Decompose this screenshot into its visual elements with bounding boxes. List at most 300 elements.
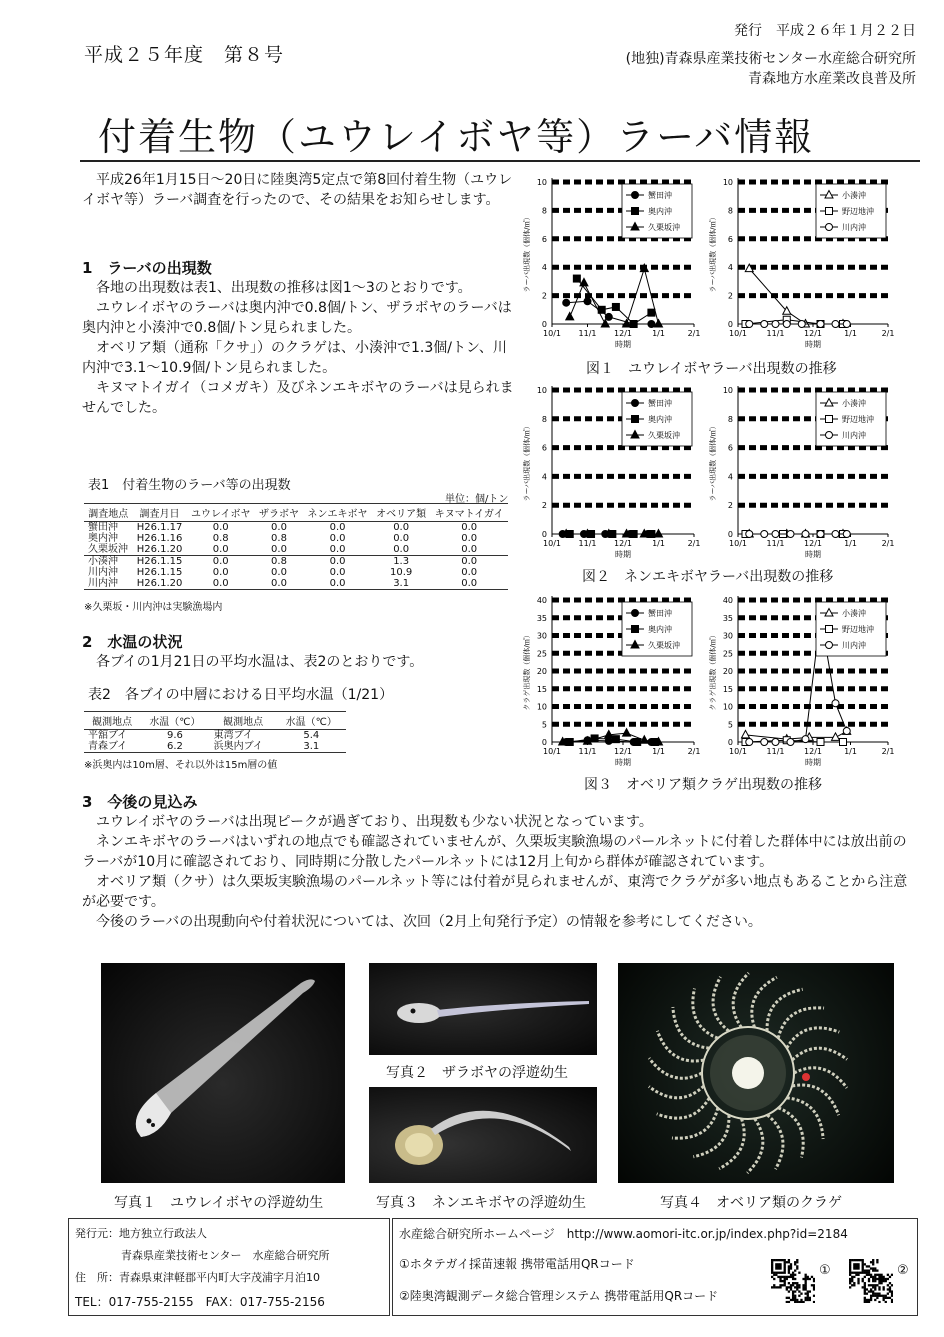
x-tick-label: 1/1 [844,539,857,548]
qr-module [807,1293,809,1295]
qr-module [805,1297,807,1299]
x-axis-label: 時期 [805,340,821,349]
qr-module [805,1274,807,1276]
page-title: 付着生物（ユウレイボヤ等）ラーバ情報 [98,115,815,159]
qr-module [889,1290,891,1292]
tentacle [794,1068,847,1088]
qr-module [813,1295,815,1297]
qr-module [813,1284,815,1286]
y-axis-label: ラーバ出現数（個体/㎥） [523,213,531,293]
x-axis-label: 時期 [615,340,631,349]
qr-module [798,1301,800,1303]
intro: 平成26年1月15日～20日に陸奥湾5定点で第8回付着生物（ユウレイボヤ等）ラーバ調査を行ったので、その結果をお知らせします。 [82,172,513,208]
qr-module [853,1263,855,1265]
qr-module [811,1276,813,1278]
phone-fax: TEL：017-755-2155 FAX：017-755-2156 [75,1295,325,1309]
data-point [761,739,768,746]
qr-module [862,1272,864,1274]
qr-module [794,1278,796,1280]
data-point [787,531,794,538]
qr-module [857,1280,859,1282]
qr-module [870,1284,872,1286]
tentacle [752,977,777,1027]
table1-title: 表1 付着生物のラーバ等の出現数 [88,478,291,493]
qr-module [891,1284,893,1286]
qr-module [872,1286,874,1288]
legend-label: 久栗坂沖 [648,641,680,650]
qr-module [872,1290,874,1292]
qr-module [870,1288,872,1290]
qr-module [788,1265,790,1267]
qr-module [794,1297,796,1299]
tentacle [747,1119,763,1173]
qr-module [777,1272,779,1274]
qr-module [849,1263,851,1265]
homepage-link[interactable]: 水産総合研究所ホームページ http://www.aomori-itc.or.jp/index.php?id=2184 [399,1227,848,1241]
qr-module [790,1284,792,1286]
photo-2 [369,963,597,1055]
data-point [817,531,824,538]
qr-module [775,1263,777,1265]
qr-module [885,1278,887,1280]
qr-module [773,1274,775,1276]
data-point [655,530,663,538]
qr-module [784,1259,786,1261]
qr-module [853,1267,855,1269]
address: 住 所：青森県東津軽郡平内町大字茂浦字月泊10 [75,1271,320,1284]
x-tick-label: 12/1 [614,747,632,756]
data-point [632,192,639,199]
data-point [826,642,833,649]
tentacle [657,1098,710,1118]
qr-module [864,1276,866,1278]
qr-module [889,1297,891,1299]
qr-module [857,1263,859,1265]
qr-module [796,1288,798,1290]
qr-module [853,1265,855,1267]
chart-fig3-right [706,588,902,768]
publisher-label: 発行元：地方独立行政法人 [75,1227,207,1240]
qr-module [878,1280,880,1282]
y-tick-label: 15 [536,684,547,694]
qr-module [849,1265,851,1267]
qr-module [868,1278,870,1280]
qr-module [862,1280,864,1282]
photo-1 [101,963,345,1183]
qr-module [868,1301,870,1303]
qr-module [878,1288,880,1290]
tentacle [649,1058,702,1078]
y-tick-label: 10 [536,178,547,187]
y-tick-label: 30 [536,631,547,641]
qr-module [857,1278,859,1280]
qr-module [891,1274,893,1276]
qr-code-icon[interactable] [849,1259,893,1303]
qr-module [796,1267,798,1269]
y-tick-label: 6 [541,443,547,453]
qr-module [887,1274,889,1276]
qr-module [771,1267,773,1269]
y-tick-label: 0 [541,320,547,329]
qr-module [862,1261,864,1263]
qr-module [878,1274,880,1276]
qr-module [781,1276,783,1278]
qr-module [784,1261,786,1263]
y-tick-label: 0 [727,738,733,747]
publish-date: 発行 平成２６年１月２２日 [734,23,916,39]
qr-module [868,1280,870,1282]
x-tick-label: 10/1 [729,329,747,338]
x-tick-label: 2/1 [881,747,895,756]
larva-image [369,963,597,1055]
y-tick-label: 8 [727,206,733,216]
legend-label: 野辺地沖 [842,207,874,216]
qr-module [851,1284,853,1286]
qr-module [880,1282,882,1284]
data-point [798,321,805,328]
legend-label: 奥内沖 [648,415,672,424]
y-axis-label: ラーバ出現数（個体/㎥） [523,422,531,502]
data-point [584,298,591,305]
qr-module [813,1301,815,1303]
qr-module [857,1282,859,1284]
qr-module [857,1259,859,1261]
qr-module [874,1288,876,1290]
table-row: 平舘ブイ 9.6 東湾ブイ 5.4 [88,730,320,741]
y-tick-label: 40 [536,596,547,605]
photo-4 [618,963,894,1183]
y-tick-label: 5 [727,720,733,730]
qr-module [771,1286,773,1288]
qr-module [788,1290,790,1292]
y-tick-label: 20 [536,667,547,676]
qr-module [876,1274,878,1276]
qr-module [779,1259,781,1261]
data-point [632,400,639,407]
qr-module [885,1280,887,1282]
qr-module [796,1282,798,1284]
qr-module [784,1263,786,1265]
data-point [817,321,824,328]
data-point [612,736,619,743]
qr-module [790,1286,792,1288]
legend-label: 小湊沖 [842,399,866,408]
x-tick-label: 12/1 [804,747,822,756]
qr-module [872,1263,874,1265]
qr-module [786,1261,788,1263]
qr-code-icon[interactable] [771,1259,815,1303]
data-point [826,416,833,423]
table1 [84,503,508,590]
qr-module [874,1278,876,1280]
qr-module [794,1269,796,1271]
data-point [566,312,574,320]
qr-module [794,1261,796,1263]
qr-module [849,1261,851,1263]
qr-module [853,1284,855,1286]
legend-label: 蟹田沖 [648,191,672,200]
x-tick-label: 10/1 [543,539,561,548]
x-tick-label: 10/1 [729,539,747,548]
qr-module [807,1276,809,1278]
data-point [573,275,580,282]
qr-2-mark: ② [897,1263,909,1278]
qr-module [849,1269,851,1271]
qr-module [792,1299,794,1301]
data-point [648,309,655,316]
legend-label: 小湊沖 [842,191,866,200]
qr-module [796,1259,798,1261]
x-tick-label: 1/1 [652,747,665,756]
x-tick-label: 2/1 [687,539,701,548]
qr-module [809,1297,811,1299]
qr-module [777,1286,779,1288]
y-tick-label: 10 [722,178,733,187]
qr-module [807,1299,809,1301]
qr-module [887,1293,889,1295]
qr-module [855,1265,857,1267]
qr-module [870,1290,872,1292]
data-point [826,432,833,439]
y-tick-label: 15 [722,684,733,694]
tentacle [767,1115,783,1169]
qr-module [788,1272,790,1274]
x-tick-label: 2/1 [687,329,701,338]
qr-module [862,1259,864,1261]
qr-module [798,1284,800,1286]
legend-label: 久栗坂沖 [648,223,680,232]
table2-title: 表2 各ブイの中層における日平均水温（1/21） [88,687,394,703]
x-tick-label: 10/1 [543,329,561,338]
x-tick-label: 2/1 [881,539,895,548]
qr-module [784,1282,786,1284]
qr-module [862,1263,864,1265]
qr-module [855,1272,857,1274]
qr-module [775,1274,777,1276]
chart-fig2-right [706,378,902,560]
qr-module [870,1299,872,1301]
qr-module [792,1284,794,1286]
qr-module [773,1272,775,1274]
y-tick-label: 40 [722,596,733,605]
x-tick-label: 1/1 [652,329,665,338]
qr-module [853,1276,855,1278]
qr-module [792,1274,794,1276]
qr-module [883,1278,885,1280]
qr-module [779,1280,781,1282]
table-row: 小湊沖 H26.1.15 0.0 0.8 0.0 1.3 0.0 [88,556,478,567]
qr-module [855,1274,857,1276]
table1-header-row: 調査地点 調査月日 ユウレイボヤ ザラボヤ ネンエキボヤ オベリア類 キヌマトイガイ [84,504,508,522]
qr-module [870,1267,872,1269]
larva-image [101,963,345,1183]
qr-module [777,1263,779,1265]
qr-module [874,1295,876,1297]
x-tick-label: 11/1 [766,539,785,548]
qr-module [866,1293,868,1295]
qr-module [878,1282,880,1284]
qr-module [777,1259,779,1261]
qr-module [788,1297,790,1299]
qr-module [788,1267,790,1269]
qr-module [866,1269,868,1271]
qr-module [779,1263,781,1265]
qr-module [775,1265,777,1267]
y-tick-label: 4 [541,472,547,482]
qr-module [851,1278,853,1280]
qr-module [849,1267,851,1269]
tentacle [649,1086,704,1098]
qr-module [805,1284,807,1286]
qr-module [794,1286,796,1288]
qr-module [796,1301,798,1303]
data-point [826,208,833,215]
y-tick-label: 4 [541,263,547,273]
qr-module [794,1290,796,1292]
qr-module [798,1290,800,1292]
tentacle [719,1119,744,1169]
qr-module [864,1301,866,1303]
qr-module [880,1276,882,1278]
qr-module [868,1284,870,1286]
qr-module [876,1259,878,1261]
qr-module [878,1293,880,1295]
qr-module [874,1269,876,1271]
qr-module [788,1259,790,1261]
qr-module [868,1274,870,1276]
tentacle [787,1098,823,1139]
qr-module [802,1301,804,1303]
qr-module [885,1297,887,1299]
data-point [832,531,839,538]
qr-module [802,1284,804,1286]
y-tick-label: 2 [727,501,733,511]
data-point [826,224,833,231]
qr-module [779,1284,781,1286]
x-tick-label: 2/1 [687,747,701,756]
qr-module [859,1272,861,1274]
data-point [802,531,809,538]
data-point [632,208,639,215]
data-point [632,610,639,617]
qr-module [773,1286,775,1288]
qr-module [849,1259,851,1261]
qr-module [805,1288,807,1290]
qr-module [864,1284,866,1286]
y-tick-label: 8 [727,414,733,424]
qr-module [891,1299,893,1301]
data-point [632,626,639,633]
qr-module [796,1286,798,1288]
org-line-1: (地独)青森県産業技術センター水産総合研究所 [625,51,916,67]
qr-module [880,1274,882,1276]
qr-module [849,1286,851,1288]
y-tick-label: 6 [727,443,733,453]
qr-module [887,1297,889,1299]
qr-module [790,1288,792,1290]
qr-module [853,1272,855,1274]
y-tick-label: 25 [536,649,547,659]
x-tick-label: 2/1 [881,329,895,338]
chart-fig1-right [706,170,902,350]
data-point [817,739,824,746]
qr-module [851,1272,853,1274]
larva-image [369,1087,597,1183]
table1-unit: 単位：個/トン [445,494,509,505]
qr-module [792,1290,794,1292]
qr-module [809,1278,811,1280]
y-axis-label: ラーバ出現数（個体/㎥） [709,422,717,502]
qr-module [805,1293,807,1295]
table-row: 久栗坂沖 H26.1.20 0.0 0.0 0.0 0.0 0.0 [84,544,508,556]
data-point [746,739,753,746]
section-1-heading: 1 ラーバの出現数 [82,259,212,277]
y-tick-label: 8 [541,206,547,216]
data-point [840,739,847,746]
qr-module [771,1276,773,1278]
qr-module [851,1259,853,1261]
qr-module [788,1282,790,1284]
data-point [623,729,631,737]
qr-module [870,1297,872,1299]
tentacle [713,977,729,1031]
qr-module [813,1280,815,1282]
y-axis-label: ラーバ出現数（個体/㎥） [709,213,717,293]
title-rule [80,160,920,162]
y-axis-label: クラゲ出現数（個体/㎥） [523,631,531,711]
qr-module [851,1276,853,1278]
qr-module [800,1301,802,1303]
qr-module [870,1274,872,1276]
qr-module [859,1259,861,1261]
data-point [563,299,570,306]
table-row: 川内沖 H26.1.20 0.0 0.0 0.0 3.1 0.0 [84,578,508,590]
x-tick-label: 10/1 [543,747,561,756]
y-tick-label: 25 [722,649,733,659]
qr-module [889,1276,891,1278]
y-tick-label: 5 [541,720,547,730]
data-point [634,739,641,746]
org-line-2: 青森地方水産業改良普及所 [748,71,916,87]
qr-module [866,1265,868,1267]
chart-fig2-left [520,378,708,560]
qr-module [805,1282,807,1284]
qr-module [777,1276,779,1278]
qr-module [796,1299,798,1301]
qr-module [872,1269,874,1271]
qr-module [878,1286,880,1288]
qr-module [868,1299,870,1301]
qr-module [813,1278,815,1280]
qr-module [864,1286,866,1288]
qr-module [868,1272,870,1274]
legend-label: 蟹田沖 [648,399,672,408]
qr-module [887,1288,889,1290]
table1-note: ※久栗坂・川内沖は実験漁場内 [84,602,223,613]
data-point [832,733,840,741]
qr-module [855,1267,857,1269]
qr-module [800,1299,802,1301]
qr-module [862,1286,864,1288]
qr-module [868,1265,870,1267]
legend-label: 川内沖 [842,223,866,232]
qr-module [872,1295,874,1297]
y-tick-label: 2 [541,291,547,301]
qr-module [792,1297,794,1299]
qr-module [866,1272,868,1274]
qr-module [857,1267,859,1269]
qr-module [878,1276,880,1278]
